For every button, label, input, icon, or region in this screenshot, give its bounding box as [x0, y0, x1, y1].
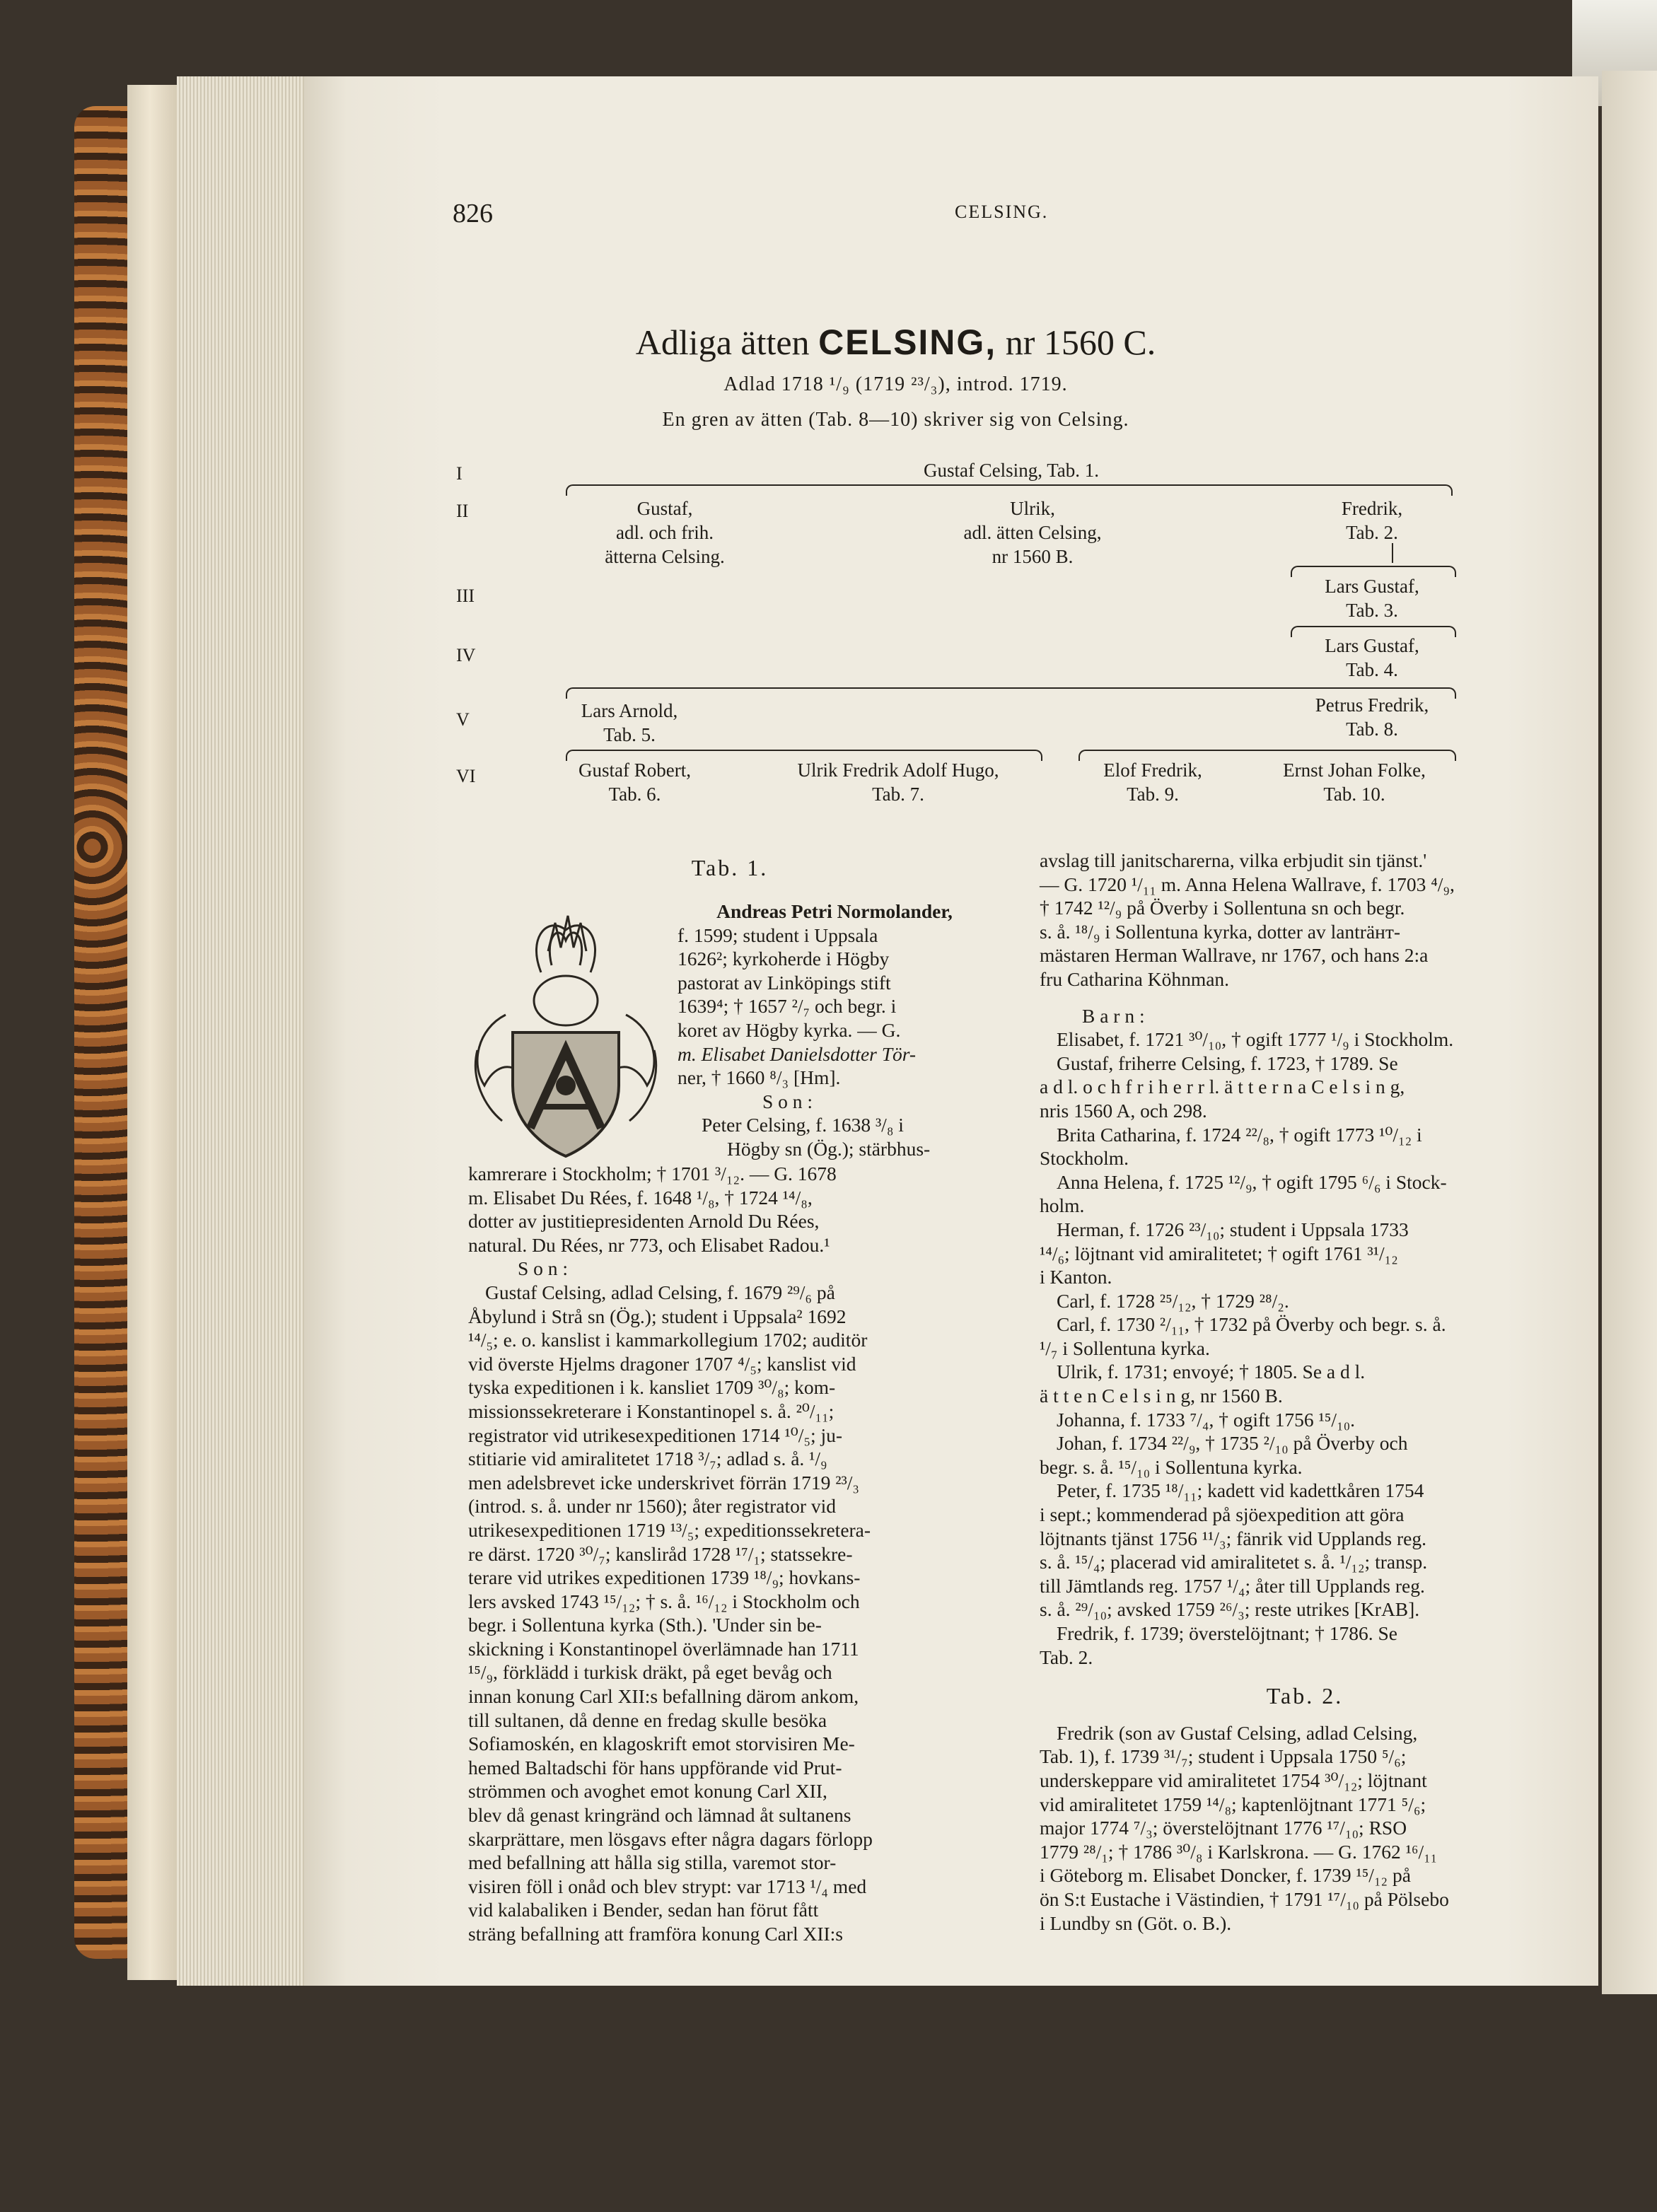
page-number: 826 [453, 199, 493, 228]
gen2-ulrik: Ulrik, adl. ätten Celsing, nr 1560 B. [963, 498, 1102, 567]
gen6-elof-fredrik: Elof Fredrik, Tab. 9. [1103, 759, 1202, 805]
branch-note: En gren av ätten (Tab. 8—10) skriver sig von Celsing. [662, 409, 1129, 431]
title-prefix: Adliga ätten [635, 322, 810, 362]
tab2-heading: Tab. 2. [1266, 1683, 1344, 1709]
gen6-ulrik-fredrik: Ulrik Fredrik Adolf Hugo, Tab. 7. [797, 759, 999, 805]
family-title [0, 322, 1657, 363]
ennoblement-line: Adlad 1718 ¹/₉ (1719 ²³/₃), introd. 1719. [723, 373, 1068, 395]
gen2-fredrik: Fredrik, Tab. 2. [1341, 498, 1403, 543]
generation-label: V [456, 709, 470, 730]
title-suffix: nr 1560 C. [1005, 322, 1156, 362]
gen4-lars-gustaf: Lars Gustaf, Tab. 4. [1325, 635, 1419, 680]
generation-label: III [456, 586, 475, 606]
generation-label: IV [456, 645, 476, 665]
brace-line [566, 484, 1453, 496]
tab1-heading: Tab. 1. [691, 855, 769, 880]
cover-edge [127, 85, 184, 1980]
page-edges [177, 76, 311, 1986]
gen3-lars-gustaf: Lars Gustaf, Tab. 3. [1325, 576, 1419, 621]
gen2-gustaf: Gustaf, adl. och frih. ätterna Celsing. [605, 498, 725, 567]
root-ancestor: Gustaf Celsing, Tab. 1. [923, 460, 1100, 481]
andreas-entry: Andreas Petri Normolander, f. 1599; student i Uppsala 1626²; kyrkoherde i Högby pastorat av Linköpings stift 1639⁴; † 1657 ²/₇ och begr. i koret av Högby kyrka. — G. m. Elisabet Danielsdotter Tör- ner, † 1660 ⁸/₃ [Hm]. S o n : Peter Celsing, f. 1638 ³/₈ i Högby sn (Ög.); stärbhus- [678, 900, 953, 1160]
title-name: CELSING, [818, 322, 997, 362]
gen5-lars-arnold: Lars Arnold, Tab. 5. [581, 700, 678, 745]
gen6-gustaf-robert: Gustaf Robert, Tab. 6. [579, 759, 691, 805]
left-column [468, 852, 992, 893]
generation-label: VI [456, 766, 476, 786]
coat-of-arms-icon [463, 909, 668, 1163]
tree-connector [1392, 543, 1393, 563]
right-column: avslag till janitscharerna, vilka erbjudit sin tjänst.' — G. 1720 ¹/₁₁ m. Anna Helena Wallrave, f. 1703 ⁴/₉, † 1742 ¹²/₉ på Överby i Sollentuna sn och begr. s. å. ¹⁸/₉ i Sollentuna kyrka, dotter av lanträнт- mästaren Herman Wallrave, nr 1767, och hans 2:a fru Catharina Köhnman. B a r n : Elisabet, f. 1721 ³⁰/₁₀, † ogift 1777 ¹/₉ i Stockholm. Gustaf, friherre Celsing, f. 1723, † 1789. Se a d l. o c h f r i h e r r l. ä t t e r n a C e l s i n g, nris 1560 A, och 298. Brita Catharina, f. 1724 ²²/₈, † ogift 1773 ¹⁰/₁₂ i Stockholm. Anna Helena, f. 1725 ¹²/₉, † ogift 1795 ⁶/₆ i Stock- holm. Herman, f. 1726 ²³/₁₀; student i Uppsala 1733 ¹⁴/₆; löjtnant vid amiralitetet; † ogift 1761 ³¹/₁₂ i Kanton. Carl, f. 1728 ²⁵/₁₂, † 1729 ²⁸/₂. Carl, f. 1730 ²/₁₁, † 1732 på Överby och begr. s. å. ¹/₇ i Sollentuna kyrka. Ulrik, f. 1731; envoyé; † 1805. Se a d l. ä t t e n C e l s i n g, nr 1560 B. Johanna, f. 1733 ⁷/₄, † ogift 1756 ¹⁵/₁₀. Johan, f. 1734 ²²/₉, † 1735 ²/₁₀ på Överby och begr. s. å. ¹⁵/₁₀ i Sollentuna kyrka. Peter, f. 1735 ¹⁸/₁₁; kadett vid kadettkåren 1754 i sept.; kommenderad på sjöexpedition att göra löjtnants tjänst 1756 ¹¹/₃; fänrik vid Upplands reg. s. å. ¹⁵/₄; placerad vid amiralitetet s. å. ¹/₁₂; transp. till Jämtlands reg. 1757 ¹/₄; åter till Upplands reg. s. å. ²⁹/₁₀; avsked 1759 ²⁶/₃; reste utrikes [KrAB]. Fredrik, f. 1739; överstelöjtnant; † 1786. Se Tab. 2. Tab. 2. Fredrik (son av Gustaf Celsing, adlad Celsing, Tab. 1), f. 1739 ³¹/₇; student i Uppsala 1750 ⁵/₆; underskeppare vid amiralitetet 1754 ³⁰/₁₂; löjtnant vid amiralitetet 1759 ¹⁴/₈; kaptenlöjtnant 1771 ⁵/₆; major 1774 ⁷/₃; överstelöjtnant 1776 ¹⁷/₁₀; RSO 1779 ²⁸/₁; † 1786 ³⁰/₈ i Karlskrona. — G. 1762 ¹⁶/₁₁ i Göteborg m. Elisabet Doncker, f. 1739 ¹⁵/₁₂ på ön S:t Eustache i Västindien, † 1791 ¹⁷/₁₀ på Pölsebo i Lundby sn (Göt. o. B.). [1040, 849, 1570, 1935]
running-head: CELSING. [955, 202, 1049, 222]
generation-label: I [456, 463, 463, 484]
gustaf-entry: kamrerare i Stockholm; † 1701 ³/₁₂. — G. 1678 m. Elisabet Du Rées, f. 1648 ¹/₈, † 1724 ¹⁴/₈, dotter av justitiepresidenten Arnold Du Rées, natural. Du Rées, nr 773, och Elisabet Radou.¹ S o n : Gustaf Celsing, adlad Celsing, f. 1679 ²⁹/₆ på Åbylund i Strå sn (Ög.); student i Uppsala² 1692 ¹⁴/₅; e. o. kanslist i kammarkollegium 1702; auditör vid överste Hjelms dragoner 1707 ⁴/₅; kanslist vid tyska expeditionen i k. kansliet 1709 ³⁰/₈; kom- missionssekreterare i Konstantinopel s. å. ²⁰/₁₁; registrator vid utrikesexpeditionen 1714 ¹⁰/₅; ju- stitiarie vid amiralitetet 1718 ³/₇; adlad s. å. ¹/₉ men adelsbrevet icke underskrivet förrän 1719 ²³/₃ (introd. s. å. under nr 1560); åter registrator vid utrikesexpeditionen 1719 ¹³/₅; expeditionssekretera- re därst. 1720 ³⁰/₇; kansliråd 1728 ¹⁷/₁; statssekre- terare vid utrikes expeditionen 1739 ¹⁸/₉; hovkans- lers avsked 1743 ¹⁵/₁₂; † s. å. ¹⁶/₁₂ i Stockholm och begr. i Sollentuna kyrka (Sth.). 'Under sin be- skickning i Konstantinopel överlämnade han 1711 ¹⁵/₉, förklädd i turkisk dräkt, på eget bevåg och innan konung Carl XII:s befallning därom ankom, till sultanen, då denne en fredag skulle besöka Sofiamoskén, en klagoskrift emot storvisiren Me- hemed Baltadschi för hans uppförande vid Prut- strömmen och avoghet emot konung Carl XII, blev då genast kringränd och lämnad åt sultanens skarprättare, men lösgavs efter några dagars förlopp med befallning att hålla sig stilla, varemot stor- visiren föll i onåd och blev strypt: var 1713 ¹/₄ med vid kalabaliken i Bender, sedan han förut fått sträng befallning att framföra konung Carl XII:s [468, 1163, 873, 1945]
barn-label: B a r n : [1082, 1004, 1145, 1027]
generation-label: II [456, 501, 469, 521]
gen6-ernst-johan: Ernst Johan Folke, Tab. 10. [1283, 759, 1426, 805]
gen5-petrus-fredrik: Petrus Fredrik, Tab. 8. [1315, 694, 1429, 740]
